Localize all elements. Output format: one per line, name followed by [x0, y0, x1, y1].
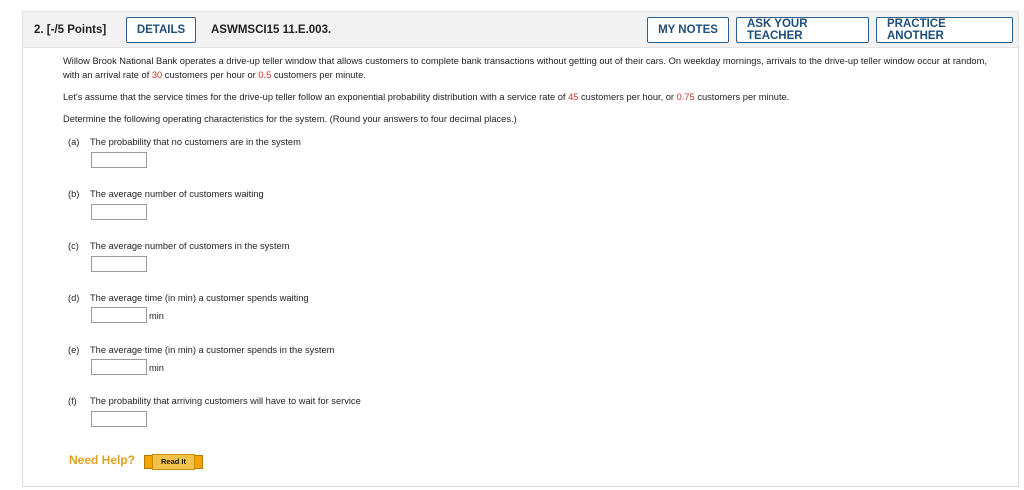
part-prompt: The average time (in min) a customer spends in the system	[90, 345, 335, 355]
answer-input-b[interactable]	[91, 204, 147, 220]
part-prompt: The average number of customers waiting	[90, 189, 264, 199]
arrival-rate-hour: 30	[151, 69, 163, 80]
part-a	[68, 136, 301, 150]
problem-text: Let's assume that the service times for the drive-up teller follow an exponential probability distribution with a service rate of	[63, 92, 569, 102]
part-b	[68, 188, 264, 202]
question-header	[22, 11, 1019, 48]
problem-paragraph-2	[63, 91, 789, 105]
read-it-button[interactable]	[144, 455, 203, 469]
question-number: 2. [-/5 Points]	[34, 24, 107, 36]
part-prompt: The probability that arriving customers will have to wait for service	[90, 396, 361, 406]
part-letter: (e)	[68, 345, 80, 355]
part-prompt: The average number of customers in the system	[90, 241, 290, 251]
read-it-label: Read It	[152, 454, 195, 470]
problem-text: Willow Brook National Bank operates a drive-up teller window that allows customers to complete bank transactions without getting out of their cars. On weekday mornings, arrivals to the drive-up teller window occur at random, with an arrival rate of	[63, 56, 987, 80]
need-help-label: Need Help?	[69, 453, 136, 467]
problem-text: customers per hour, or	[578, 92, 677, 102]
answer-input-c[interactable]	[91, 256, 147, 272]
arrival-rate-min: 0.5	[258, 69, 272, 80]
unit-label: min	[149, 363, 164, 373]
part-letter: (c)	[68, 241, 79, 251]
part-prompt: The probability that no customers are in the system	[90, 137, 301, 147]
service-rate-hour: 45	[568, 92, 579, 102]
problem-text: customers per minute.	[694, 92, 790, 102]
part-prompt: The average time (in min) a customer spends waiting	[90, 293, 309, 303]
part-letter: (a)	[68, 137, 80, 147]
answer-input-a[interactable]	[91, 152, 147, 168]
question-code: ASWMSCI15 11.E.003.	[211, 24, 332, 36]
part-e	[68, 344, 334, 358]
part-f	[68, 395, 361, 409]
answer-input-d[interactable]	[91, 307, 147, 323]
ask-teacher-button[interactable]: ASK YOUR TEACHER	[736, 17, 869, 43]
problem-paragraph-1	[63, 55, 988, 82]
problem-text: customers per hour or	[162, 69, 259, 80]
answer-input-e[interactable]	[91, 359, 147, 375]
answer-input-f[interactable]	[91, 411, 147, 427]
my-notes-button[interactable]: MY NOTES	[647, 17, 729, 43]
part-letter: (f)	[68, 396, 77, 406]
practice-another-button[interactable]: PRACTICE ANOTHER	[876, 17, 1013, 43]
problem-text: customers per minute.	[271, 69, 366, 80]
service-rate-min: 0.75	[676, 92, 695, 102]
part-d	[68, 292, 309, 306]
details-button[interactable]: DETAILS	[126, 17, 196, 43]
part-letter: (d)	[68, 293, 80, 303]
unit-label: min	[149, 311, 164, 321]
problem-paragraph-3: Determine the following operating characteristics for the system. (Round your answers to four decimal places.)	[63, 114, 517, 124]
part-letter: (b)	[68, 189, 80, 199]
part-c	[68, 240, 289, 254]
